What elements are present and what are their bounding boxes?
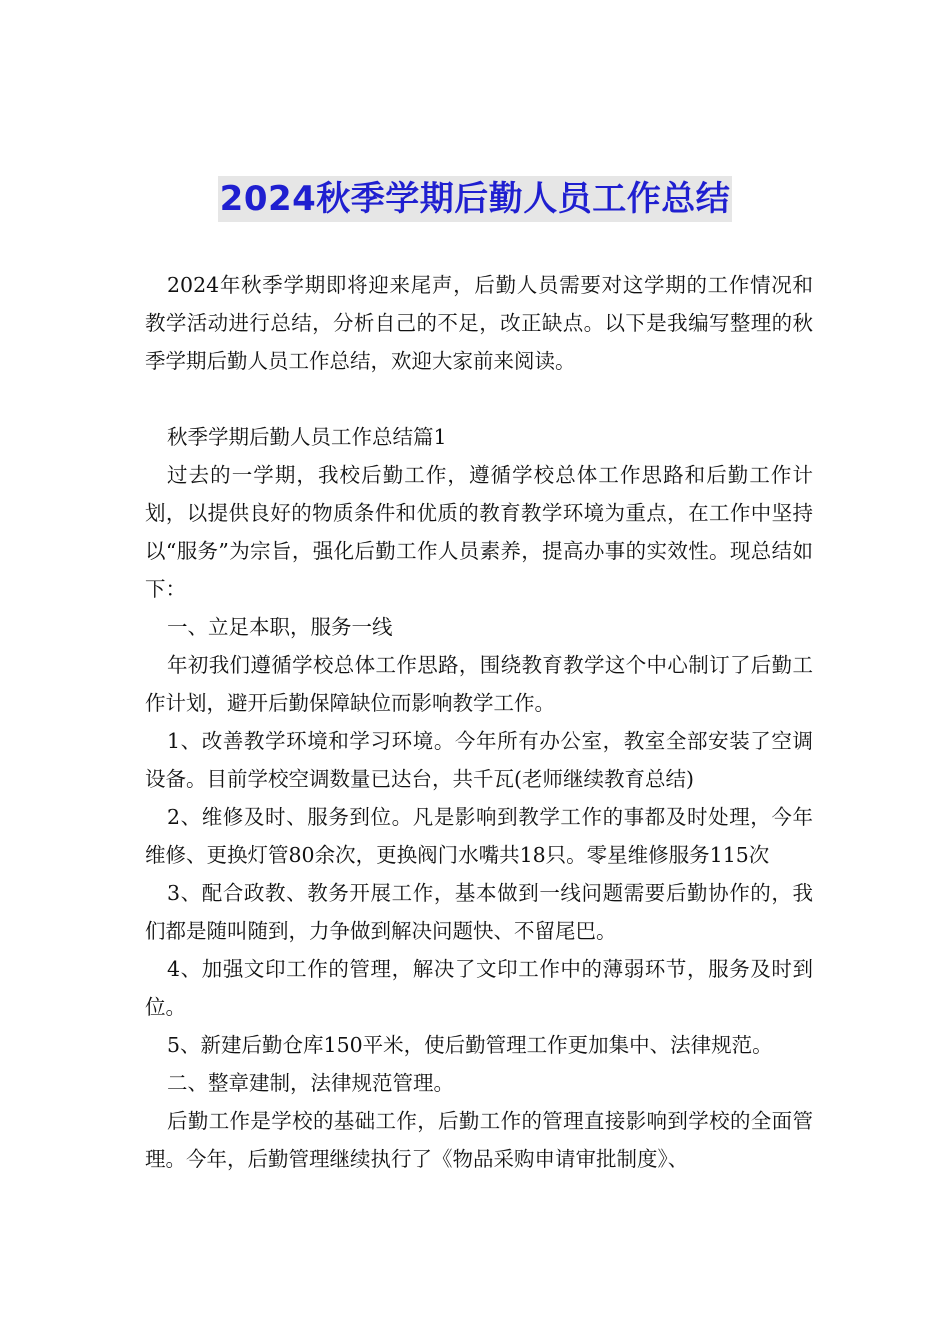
list-item-3: 3、配合政教、教务开展工作，基本做到一线问题需要后勤协作的，我们都是随叫随到，力争做到解决问题快、不留尾巴。	[145, 881, 813, 943]
subheading-2: 二、整章建制，法律规范管理。	[167, 1071, 454, 1095]
body-paragraph: 后勤工作是学校的基础工作，后勤工作的管理直接影响到学校的全面管理。今年，后勤管理继续执行了《物品采购申请审批制度》、	[145, 1109, 813, 1171]
paragraph-spacer	[145, 380, 813, 418]
list-item-1: 1、改善教学环境和学习环境。今年所有办公室，教室全部安装了空调设备。目前学校空调数量已达台，共千瓦(老师继续教育总结)	[145, 729, 813, 791]
list-item-2: 2、维修及时、服务到位。凡是影响到教学工作的事都及时处理，今年维修、更换灯管80余次，更换阀门水嘴共18只。零星维修服务115次	[145, 805, 813, 867]
intro-paragraph: 2024年秋季学期即将迎来尾声，后勤人员需要对这学期的工作情况和教学活动进行总结，分析自己的不足，改正缺点。以下是我编写整理的秋季学期后勤人员工作总结，欢迎大家前来阅读。	[145, 273, 813, 373]
document-body	[145, 266, 813, 1178]
list-item-5: 5、新建后勤仓库150平米，使后勤管理工作更加集中、法律规范。	[167, 1033, 773, 1057]
section-heading: 秋季学期后勤人员工作总结篇1	[167, 425, 447, 449]
document-title: 2024秋季学期后勤人员工作总结	[218, 176, 733, 222]
body-paragraph: 年初我们遵循学校总体工作思路，围绕教育教学这个中心制订了后勤工作计划，避开后勤保障缺位而影响教学工作。	[145, 653, 813, 715]
subheading-1: 一、立足本职，服务一线	[167, 615, 393, 639]
list-item-4: 4、加强文印工作的管理，解决了文印工作中的薄弱环节，服务及时到位。	[145, 957, 813, 1019]
title-block	[0, 176, 950, 222]
body-paragraph: 过去的一学期，我校后勤工作，遵循学校总体工作思路和后勤工作计划，以提供良好的物质条件和优质的教育教学环境为重点，在工作中坚持以“服务”为宗旨，强化后勤工作人员素养，提高办事的实效性。现总结如下：	[145, 463, 813, 601]
